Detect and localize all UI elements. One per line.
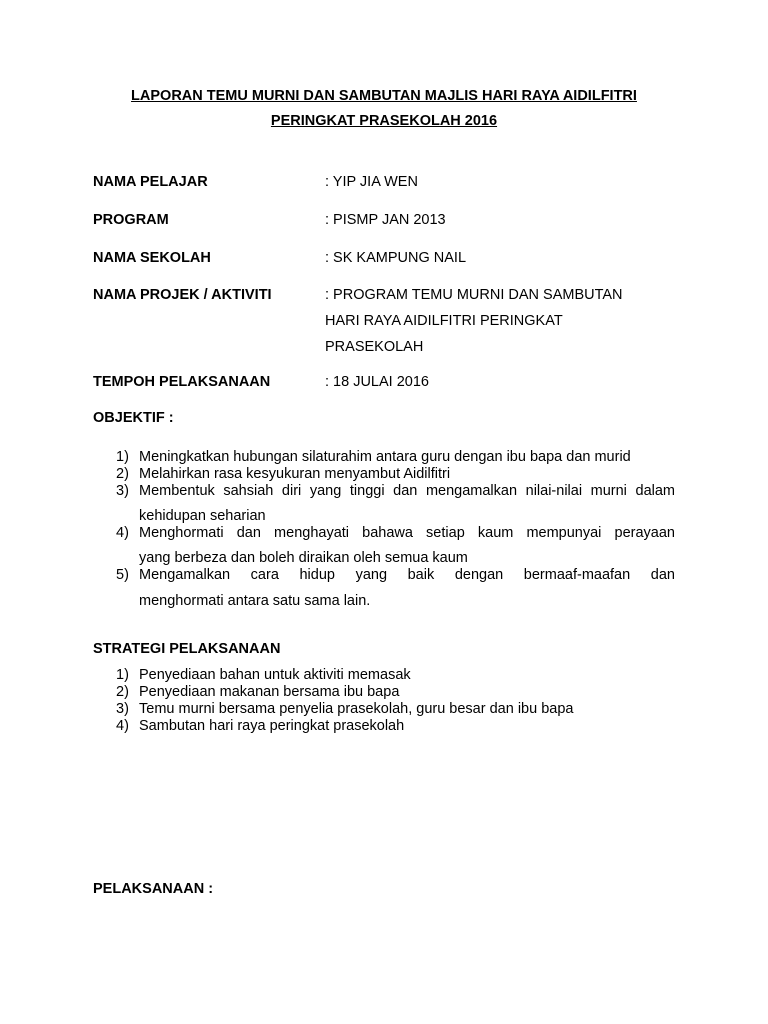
report-title-line-2: PERINGKAT PRASEKOLAH 2016 bbox=[270, 113, 498, 129]
info-value: : PROGRAM TEMU MURNI DAN SAMBUTAN HARI RAYA AIDILFITRI PERINGKAT PRASEKOLAH bbox=[325, 287, 623, 355]
info-label: NAMA PELAJAR bbox=[93, 174, 208, 190]
info-value: : SK KAMPUNG NAIL bbox=[325, 250, 467, 266]
info-label: NAMA SEKOLAH bbox=[93, 250, 211, 266]
info-label: PROGRAM bbox=[93, 212, 169, 228]
pelaksanaan-heading: PELAKSANAAN : bbox=[93, 881, 214, 897]
objektif-heading: OBJEKTIF : bbox=[93, 410, 174, 426]
info-label: TEMPOH PELAKSANAAN bbox=[93, 374, 271, 390]
info-value: : YIP JIA WEN bbox=[325, 174, 418, 190]
report-title-line-1: LAPORAN TEMU MURNI DAN SAMBUTAN MAJLIS HARI RAYA AIDILFITRI bbox=[131, 88, 637, 104]
info-value: : 18 JULAI 2016 bbox=[325, 374, 429, 390]
info-value: : PISMP JAN 2013 bbox=[325, 212, 446, 228]
document-page: LAPORAN TEMU MURNI DAN SAMBUTAN MAJLIS HARI RAYA AIDILFITRI PERINGKAT PRASEKOLAH 2016 NAMA PELAJAR : YIP JIA WEN PROGRAM : PISMP JAN 2013 NAMA SEKOLAH : SK KAMPUNG NAIL NAMA PROJEK / AKTIVITI : PROGRAM TEMU MURNI DAN SAMBUTAN HARI RAYA AIDILFITRI PERINGKAT PRASEKOLAH TEMPOH PELAKSANAAN : 18 JULAI 2016 OBJEKTIF : 1) Meningkatkan hubungan silaturahim antara guru dengan ibu bapa dan murid 2) Melahirkan rasa kesyukuran menyambut Aidilfitri 3) Membentuk sahsiah diri yang tinggi dan mengamalkan nilai-nilai murni dalam kehidupan seharian 4) Menghormati dan menghayati bahawa setiap kaum mempunyai perayaan yang berbeza dan boleh diraikan oleh semua kaum 5) Mengamalkan cara hidup yang baik dengan bermaaf-maafan dan menghormati antara satu sama lain. STRATEGI PELAKSANAAN 1) Penyediaan bahan untuk aktiviti memasak 2) Penyediaan makanan bersama ibu bapa 3) Temu murni bersama penyelia prasekolah, guru besar dan ibu bapa 4) Sambutan hari raya peringkat prasekolah PELAKSANAAN : bbox=[0, 0, 768, 1024]
info-label: NAMA PROJEK / AKTIVITI bbox=[93, 287, 272, 303]
strategi-heading: STRATEGI PELAKSANAAN bbox=[93, 641, 281, 657]
